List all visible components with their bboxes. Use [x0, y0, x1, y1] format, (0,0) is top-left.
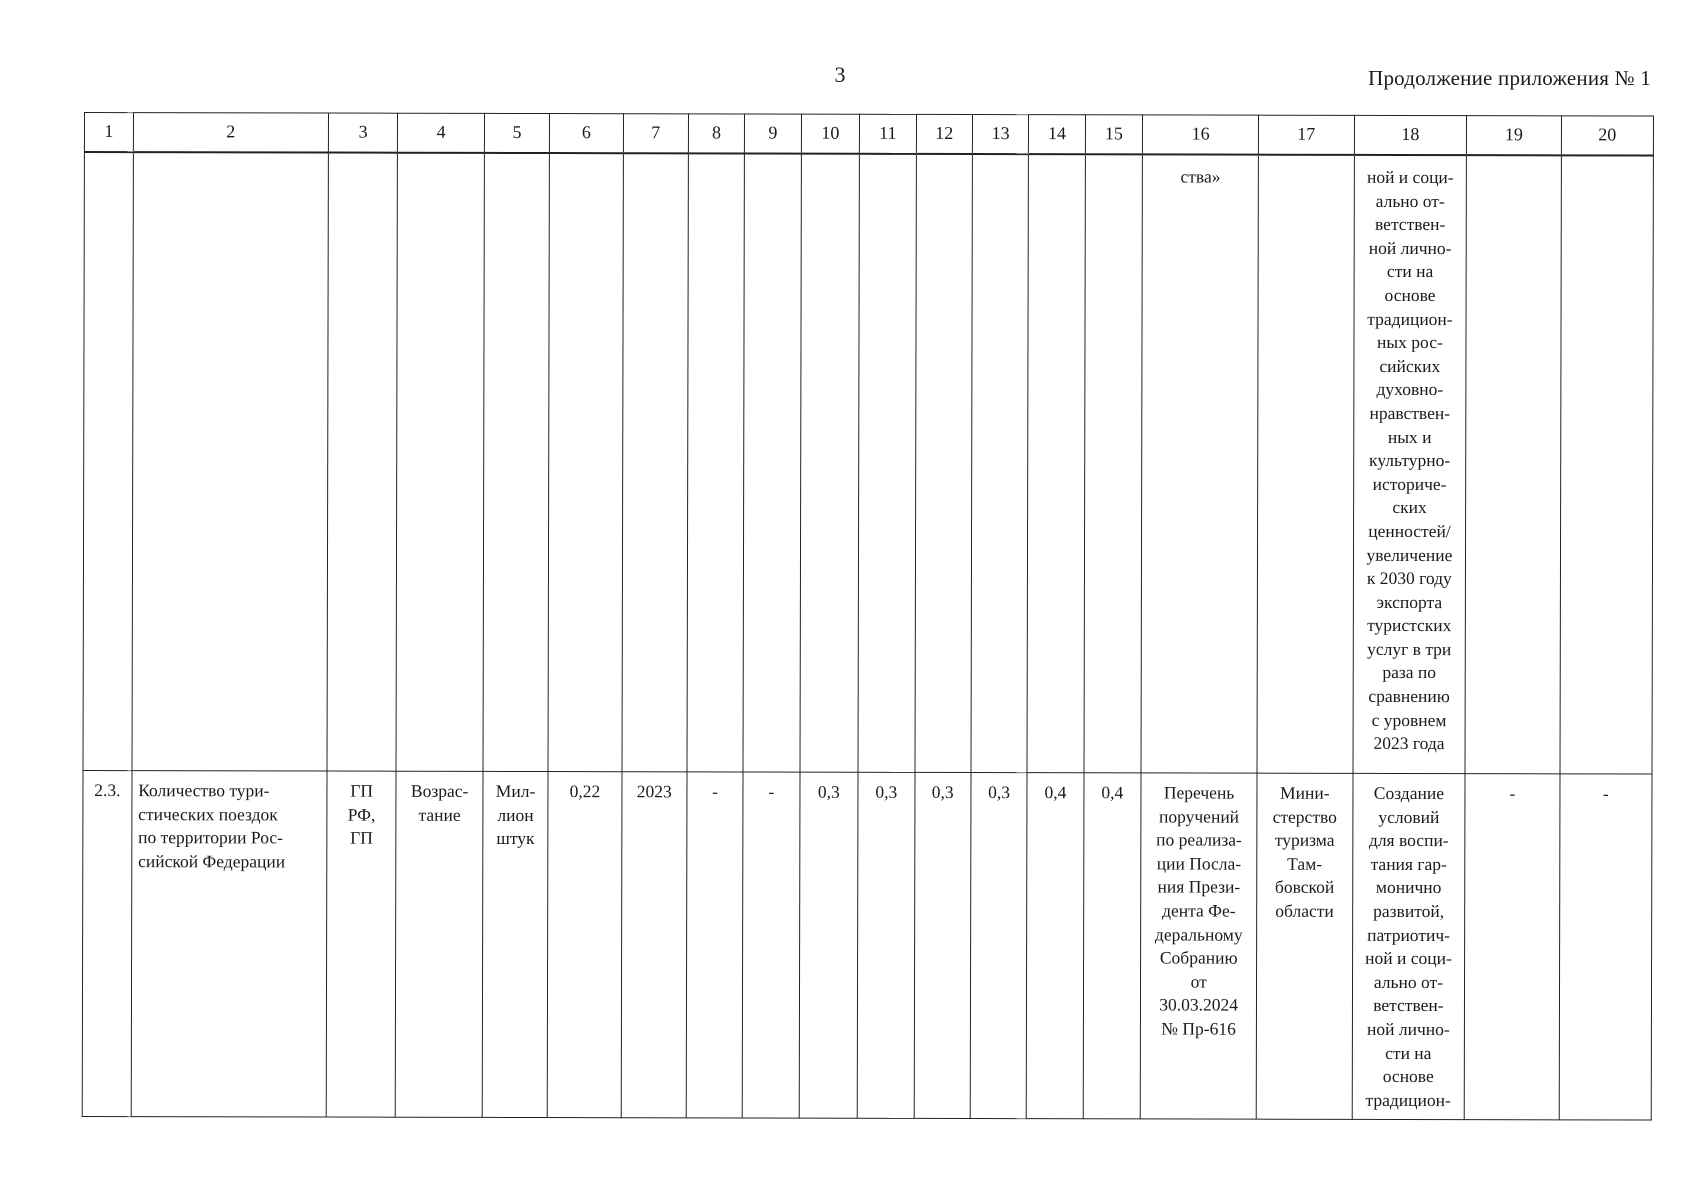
table-cell [915, 154, 973, 773]
goal-cell [1352, 773, 1466, 1119]
trend-cell [396, 771, 484, 1117]
header-cell: 12 [916, 114, 972, 154]
table-cell [687, 153, 745, 772]
continuation-row [83, 152, 1653, 774]
base-value-cell [547, 772, 622, 1118]
value-cell [1083, 773, 1141, 1119]
value-col14: 0,4 [1044, 782, 1067, 803]
header-row [84, 113, 1653, 156]
header-cell: 20 [1561, 116, 1653, 156]
header-cell: 6 [550, 114, 624, 154]
header-cell: 8 [688, 114, 744, 154]
value-col19: - [1509, 783, 1516, 804]
value-col13: 0,3 [988, 782, 1011, 803]
table-cell [743, 153, 801, 772]
header-cell: 2 [133, 113, 328, 153]
value-cell [1027, 773, 1084, 1119]
header-cell: 9 [745, 114, 801, 154]
value-cell [914, 772, 971, 1118]
unit-cell [482, 771, 548, 1117]
indicator-trend: Возрас- тание [410, 780, 469, 825]
table-cell [1027, 154, 1085, 773]
table-cell [1257, 155, 1354, 774]
table-cell [1560, 155, 1654, 774]
base-year: 2023 [636, 781, 672, 802]
table-cell [1084, 154, 1143, 773]
row-number: 2.3. [94, 780, 121, 801]
base-year-cell [621, 772, 687, 1118]
value-col12: 0,3 [931, 781, 954, 802]
header-cell: 15 [1085, 115, 1143, 155]
national-goal: Создание условий для воспи- тания гар- монично развитой, патриотич- ной и соци- ально от- ветствен- ной личнo- сти на основе традицион- [1365, 782, 1452, 1110]
indicator-name: Количество тури- стических поездок по территории Рос- сийской Федерации [138, 780, 286, 872]
value-cell [742, 772, 799, 1118]
continued-document-cell [1141, 154, 1258, 773]
responsible-cell [1256, 773, 1352, 1119]
continued-goal-cell [1353, 155, 1467, 774]
indicator-name-cell [131, 771, 327, 1117]
table-cell [483, 153, 549, 772]
value-col20: - [1602, 783, 1609, 804]
header-cell: 13 [972, 115, 1028, 155]
table-cell [800, 154, 860, 773]
header-cell: 3 [328, 113, 397, 153]
table-cell [622, 153, 688, 772]
table-row [82, 770, 1652, 1120]
header-cell: 5 [484, 113, 549, 153]
value-col10: 0,3 [817, 781, 840, 802]
indicators-table [82, 112, 1654, 1121]
header-cell: 4 [398, 113, 485, 153]
header-cell: 19 [1467, 116, 1561, 156]
header-cell: 16 [1143, 115, 1259, 155]
value-cell [1465, 774, 1560, 1120]
row-number-cell [82, 770, 132, 1116]
value-col9: - [768, 781, 775, 802]
continued-goal-text: ной и соци- ально от- ветствен- ной личнo- сти на основе традицион- ных рос- сийских духовно- нравствен- ных и культурно- историче- ских ценностей/ увеличение к 2030 году экспорта туристских услуг в три раза по сравнению с уровнем 2023 года [1366, 166, 1454, 754]
table-cell [327, 153, 398, 772]
table-cell [858, 154, 916, 773]
level-cell [326, 771, 396, 1117]
header-cell: 17 [1259, 115, 1354, 155]
table-cell [83, 152, 133, 771]
table-cell [1465, 155, 1561, 774]
indicator-unit: Мил- лион штук [495, 780, 536, 849]
continuation-label: Продолжение приложения № 1 [1368, 66, 1651, 90]
page-number: 3 [834, 62, 846, 87]
value-col15: 0,4 [1101, 782, 1124, 803]
value-cell [970, 773, 1027, 1119]
document-cell [1140, 773, 1257, 1119]
base-value: 0,22 [569, 781, 601, 802]
header-cell: 1 [84, 113, 133, 153]
source-document: Перечень поручений по реализа- ции Посла- ния Прези- дента Фе- деральному Собранию от 30.03.2024 № Пр-616 [1154, 782, 1243, 1039]
table-cell [396, 153, 484, 772]
header-cell: 7 [623, 114, 688, 154]
table-cell [971, 154, 1029, 773]
value-cell [799, 772, 858, 1118]
responsible-body: Мини- стерство туризма Там- бовской области [1272, 782, 1337, 921]
value-cell [857, 772, 914, 1118]
value-cell [1559, 774, 1652, 1120]
header-cell: 18 [1354, 115, 1467, 155]
continued-document-text: ства» [1180, 166, 1221, 187]
indicator-level: ГП РФ, ГП [347, 780, 376, 848]
header-cell: 10 [801, 114, 860, 154]
header-cell: 11 [860, 114, 916, 154]
value-col8: - [712, 781, 718, 802]
header-cell: 14 [1029, 115, 1085, 155]
table-cell [548, 153, 623, 772]
value-cell [686, 772, 743, 1118]
value-col11: 0,3 [875, 781, 898, 802]
table-cell [132, 152, 329, 771]
